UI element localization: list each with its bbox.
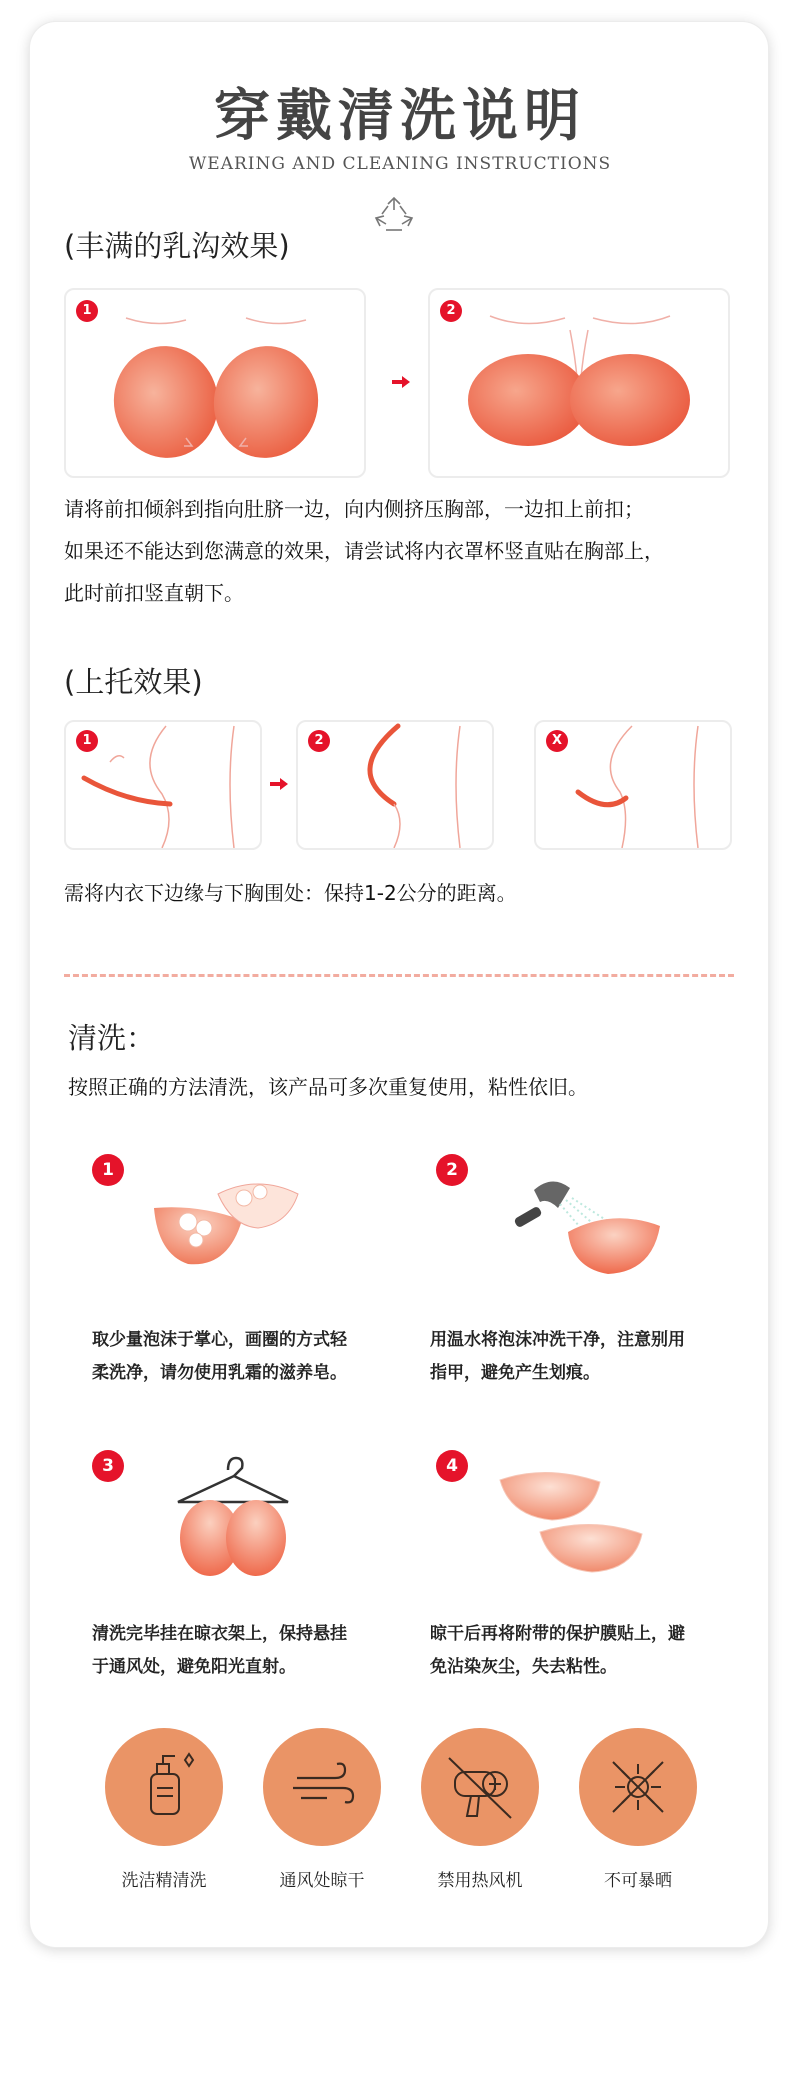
wash-step-3-badge: 3	[92, 1450, 124, 1482]
wash-step-4-line-2: 免沾染灰尘，失去粘性。	[430, 1657, 617, 1677]
no-sun-icon	[579, 1728, 697, 1846]
care-label-3: 禁用热风机	[437, 1871, 523, 1891]
no-hair-dryer-icon	[421, 1728, 539, 1846]
wash-step-1-line-1: 取少量泡沫于掌心，画圈的方式轻	[92, 1330, 347, 1350]
cleavage-text-line-3: 此时前扣竖直朝下。	[64, 581, 244, 605]
wash-step-1-line-2: 柔洗净，请勿使用乳霜的滋养皂。	[92, 1363, 347, 1383]
wash-step-4-line-1: 晾干后再将附带的保护膜贴上，避	[430, 1624, 685, 1644]
cleaning-intro: 按照正确的方法清洗，该产品可多次重复使用，粘性依旧。	[68, 1075, 588, 1099]
recycle-icon	[374, 196, 414, 236]
lift-heading: (上托效果)	[64, 665, 203, 699]
lift-text: 需将内衣下边缘与下胸围处：保持1-2公分的距离。	[64, 881, 517, 905]
care-label-2: 通风处晾干	[279, 1871, 365, 1891]
page-subtitle: WEARING AND CLEANING INSTRUCTIONS	[188, 154, 612, 174]
care-label-4: 不可暴晒	[604, 1871, 672, 1891]
wash-step-2-badge: 2	[436, 1154, 468, 1186]
step-1-badge: 1	[76, 300, 98, 322]
step-2-badge: 2	[440, 300, 462, 322]
wash-step-1-badge: 1	[92, 1154, 124, 1186]
cleavage-text-line-2: 如果还不能达到您满意的效果，请尝试将内衣罩杯竖直贴在胸部上，	[64, 539, 664, 563]
lift-step-1-badge: 1	[76, 730, 98, 752]
cleavage-step-2-image	[428, 288, 730, 478]
care-label-1: 洗洁精清洗	[121, 1871, 207, 1891]
cleavage-text-line-1: 请将前扣倾斜到指向肚脐一边，向内侧挤压胸部，一边扣上前扣；	[64, 497, 644, 521]
section-divider	[64, 974, 734, 977]
cleavage-step-1-image	[64, 288, 366, 478]
wash-step-3-illustration	[168, 1452, 298, 1582]
arrow-right-icon	[270, 778, 288, 790]
wind-icon	[263, 1728, 381, 1846]
page-title: 穿戴清洗说明	[214, 84, 586, 149]
lift-wrong-badge: X	[546, 730, 568, 752]
wash-step-4-illustration	[496, 1460, 646, 1580]
arrow-right-icon	[392, 376, 410, 388]
wash-step-2-line-2: 指甲，避免产生划痕。	[430, 1363, 600, 1383]
wash-step-3-line-2: 于通风处，避免阳光直射。	[92, 1657, 296, 1677]
wash-step-2-line-1: 用温水将泡沫冲洗干净，注意别用	[430, 1330, 685, 1350]
cleaning-heading: 清洗：	[68, 1021, 156, 1055]
lift-step-2-badge: 2	[308, 730, 330, 752]
wash-step-4-badge: 4	[436, 1450, 468, 1482]
cleavage-heading: (丰满的乳沟效果)	[64, 229, 290, 263]
wash-step-2-illustration	[512, 1168, 662, 1276]
detergent-bottle-icon	[105, 1728, 223, 1846]
wash-step-1-illustration	[148, 1164, 308, 1274]
wash-step-3-line-1: 清洗完毕挂在晾衣架上，保持悬挂	[92, 1624, 347, 1644]
